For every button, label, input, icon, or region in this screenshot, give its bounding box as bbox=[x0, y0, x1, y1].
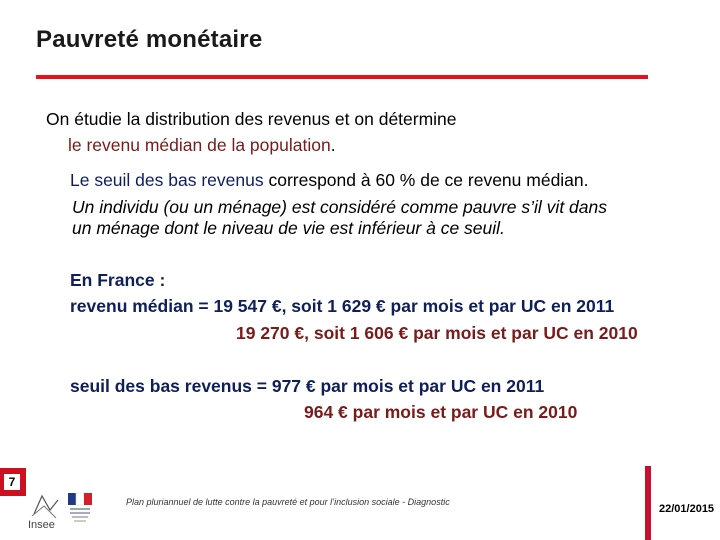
page-title: Pauvreté monétaire bbox=[36, 26, 263, 53]
median-emphasis: le revenu médian de la population bbox=[68, 135, 331, 155]
footer-divider bbox=[645, 466, 651, 540]
definition-italic-2: un ménage dont le niveau de vie est inférieur à ce seuil. bbox=[72, 218, 505, 238]
intro-line-1: On étudie la distribution des revenus et on détermine bbox=[46, 109, 457, 129]
insee-logo-text: Insee bbox=[28, 519, 55, 531]
definition-rest: correspond à 60 % de ce revenu médian. bbox=[263, 170, 589, 190]
intro-line-2 bbox=[68, 135, 336, 156]
france-heading: En France : bbox=[70, 270, 166, 290]
seuil-2010: 964 € par mois et par UC en 2010 bbox=[304, 402, 578, 422]
definition-line bbox=[70, 170, 589, 191]
republique-francaise-logo-icon bbox=[64, 491, 98, 525]
page-number: 7 bbox=[4, 474, 20, 490]
footer-date: 22/01/2015 bbox=[659, 503, 715, 515]
seuil-2011: seuil des bas revenus = 977 € par mois et par UC en 2011 bbox=[70, 376, 545, 396]
insee-logo-icon bbox=[28, 492, 64, 532]
intro-period: . bbox=[330, 135, 336, 155]
seuil-emphasis: Le seuil des bas revenus bbox=[70, 170, 264, 190]
definition-italic-1: Un individu (ou un ménage) est considéré comme pauvre s’il vit dans bbox=[72, 197, 607, 217]
page-number-box bbox=[0, 468, 26, 496]
median-2011: revenu médian = 19 547 €, soit 1 629 € par mois et par UC en 2011 bbox=[70, 296, 615, 316]
title-underline bbox=[36, 75, 648, 79]
footer-caption: Plan pluriannuel de lutte contre la pauvreté et pour l’inclusion sociale - Diagnostic bbox=[126, 497, 450, 507]
median-2010: 19 270 €, soit 1 606 € par mois et par UC en 2010 bbox=[236, 323, 638, 343]
